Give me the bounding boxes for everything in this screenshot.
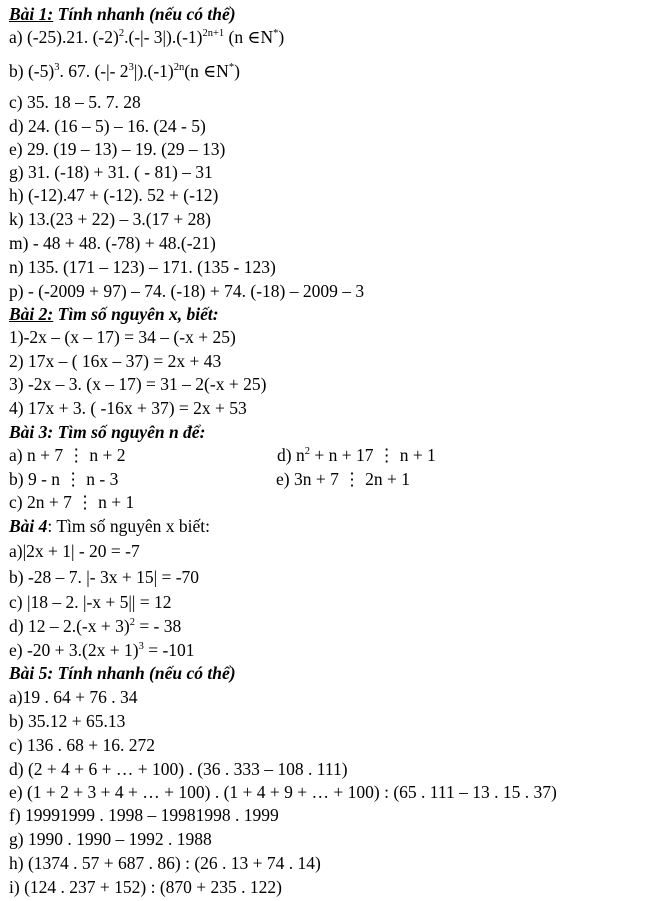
- bai2-title-text: Tìm số nguyên x, biết:: [53, 304, 219, 324]
- bai5-item-f: f) 19991999 . 1998 – 19981998 . 1999: [9, 805, 279, 825]
- bai4-e-exp: 3: [138, 641, 144, 652]
- bai1-item-c: c) 35. 18 – 5. 7. 28: [9, 92, 141, 112]
- bai1-item-n: n) 135. (171 – 123) – 171. (135 - 123): [9, 257, 276, 277]
- bai2-title-number: Bài 2:: [9, 304, 54, 324]
- bai4-item-c: c) |18 – 2. |-x + 5|| = 12: [9, 592, 172, 612]
- bai1-item-d: d) 24. (16 – 5) – 16. (24 - 5): [9, 116, 206, 136]
- bai4-item-b: b) -28 – 7. |- 3x + 15| = -70: [9, 567, 200, 587]
- bai1-title: [9, 3, 236, 25]
- bai4-item-e: [9, 639, 195, 661]
- bai4-item-a: a)|2x + 1| - 20 = -7: [9, 541, 140, 561]
- bai3-title: Bài 3: Tìm số nguyên n để:: [9, 422, 206, 442]
- bai1-b-part: . 67. (-|- 2: [59, 61, 129, 81]
- bai1-a-exp: *: [273, 28, 279, 39]
- bai5-title: Bài 5: Tính nhanh (nếu có thể): [9, 663, 236, 683]
- bai1-item-h: h) (-12).47 + (-12). 52 + (-12): [9, 185, 219, 205]
- bai4-d-exp: 2: [129, 617, 135, 628]
- bai4-d-part: d) 12 – 2.(-x + 3): [9, 616, 130, 636]
- bai1-b-part: b) (-5): [9, 61, 55, 81]
- bai1-title-number: Bài 1:: [9, 4, 54, 24]
- bai4-e-part: = -101: [143, 640, 195, 660]
- bai1-title-text: Tính nhanh (nếu có thể): [53, 4, 236, 24]
- bai5-item-a: a)19 . 64 + 76 . 34: [9, 687, 138, 707]
- bai1-b-part: ): [234, 61, 240, 81]
- bai2-item-1: 1)-2x – (x – 17) = 34 – (-x + 25): [9, 327, 236, 347]
- bai1-item-a: [9, 26, 284, 48]
- bai5-item-g: g) 1990 . 1990 – 1992 . 1988: [9, 829, 212, 849]
- bai5-item-e: e) (1 + 2 + 3 + 4 + … + 100) . (1 + 4 + 9 + … + 100) : (65 . 111 – 13 . 15 . 37): [9, 782, 557, 802]
- bai2-title: [9, 303, 219, 325]
- bai1-a-exp: 2: [118, 28, 125, 39]
- bai3-item-c: c) 2n + 7 ⋮ n + 1: [9, 492, 135, 512]
- bai1-a-part: .(-|- 3|).(-1): [124, 27, 203, 47]
- bai4-title: [9, 515, 210, 537]
- bai1-b-exp: 3: [54, 62, 60, 73]
- bai3-item-b: b) 9 - n ⋮ n - 3: [9, 469, 119, 489]
- bai1-item-b: [9, 60, 240, 82]
- bai4-title-text: : Tìm số nguyên x biết:: [47, 516, 210, 536]
- bai3-d-exp: 2: [304, 446, 310, 457]
- bai1-b-exp: 3: [128, 62, 134, 73]
- bai4-e-part: e) -20 + 3.(2x + 1): [9, 640, 139, 660]
- bai1-item-m: m) - 48 + 48. (-78) + 48.(-21): [9, 233, 216, 253]
- bai2-item-3: 3) -2x – 3. (x – 17) = 31 – 2(-x + 25): [9, 374, 267, 394]
- bai1-b-part: |).(-1): [133, 61, 174, 81]
- bai3-item-d: [277, 444, 436, 466]
- bai1-item-g: g) 31. (-18) + 31. ( - 81) – 31: [9, 162, 213, 182]
- bai1-b-exp: 2n: [173, 62, 185, 73]
- bai1-item-p: p) - (-2009 + 97) – 74. (-18) + 74. (-18) – 2009 – 3: [9, 281, 365, 301]
- bai3-item-a: a) n + 7 ⋮ n + 2: [9, 445, 126, 465]
- bai1-item-e: e) 29. (19 – 13) – 19. (29 – 13): [9, 139, 226, 159]
- bai5-item-h: h) (1374 . 57 + 687 . 86) : (26 . 13 + 74 . 14): [9, 853, 321, 873]
- bai5-item-i: i) (124 . 237 + 152) : (870 + 235 . 122): [9, 877, 282, 897]
- bai5-item-b: b) 35.12 + 65.13: [9, 711, 126, 731]
- bai1-a-exp: 2n+1: [202, 28, 225, 39]
- bai1-b-exp: *: [228, 62, 235, 73]
- bai4-d-part: = - 38: [134, 616, 182, 636]
- bai3-item-e: e) 3n + 7 ⋮ 2n + 1: [276, 469, 410, 489]
- bai1-a-part: (n ∈N: [224, 27, 274, 47]
- bai4-item-d: [9, 615, 181, 637]
- bai4-title-number: Bài 4: [9, 516, 48, 536]
- bai3-d-part: + n + 17 ⋮ n + 1: [309, 445, 436, 465]
- bai1-a-part: a) (-25).21. (-2): [9, 27, 119, 47]
- bai1-a-part: ): [278, 27, 285, 47]
- bai1-b-part: (n ∈N: [184, 61, 229, 81]
- bai2-item-4: 4) 17x + 3. ( -16x + 37) = 2x + 53: [9, 398, 247, 418]
- bai1-item-k: k) 13.(23 + 22) – 3.(17 + 28): [9, 209, 212, 229]
- bai5-item-d: d) (2 + 4 + 6 + … + 100) . (36 . 333 – 108 . 111): [9, 759, 348, 779]
- bai2-item-2: 2) 17x – ( 16x – 37) = 2x + 43: [9, 351, 222, 371]
- bai3-d-part: d) n: [277, 445, 305, 465]
- bai5-item-c: c) 136 . 68 + 16. 272: [9, 735, 155, 755]
